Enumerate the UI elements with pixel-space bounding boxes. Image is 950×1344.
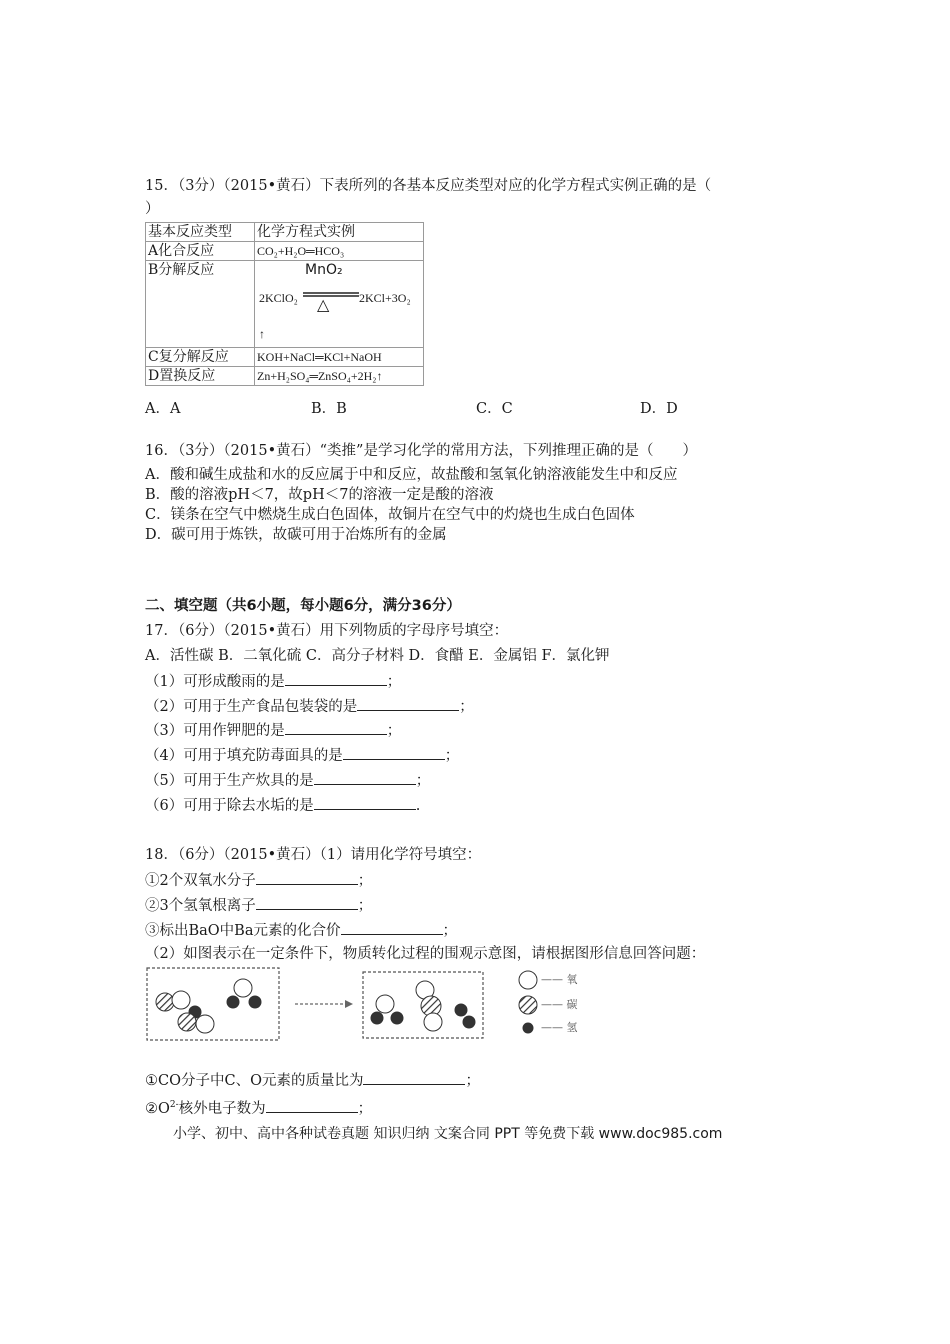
q16-option-d: D．碳可用于炼铁，故碳可用于冶炼所有的金属 bbox=[145, 527, 447, 543]
answer-blank[interactable] bbox=[285, 671, 387, 686]
row-a-type: A化合反应 bbox=[146, 242, 255, 261]
hydrogen-atom-icon bbox=[249, 996, 261, 1008]
table-row bbox=[146, 367, 424, 386]
q18-part2: （2）如图表示在一定条件下，物质转化过程的围观示意图，请根据图形信息回答问题： bbox=[145, 946, 706, 962]
row-b-type: B分解反应 bbox=[146, 261, 255, 348]
table-header-type: 基本反应类型 bbox=[146, 223, 255, 242]
eq-right: 2KCl+3O₂ bbox=[359, 291, 411, 305]
oxygen-atom-icon bbox=[424, 1013, 442, 1031]
ion-charge: 2- bbox=[169, 1100, 179, 1110]
legend-carbon-icon bbox=[519, 996, 537, 1014]
table-header-row bbox=[146, 223, 424, 242]
legend-oxygen-icon bbox=[519, 971, 537, 989]
carbon-atom-icon bbox=[156, 993, 174, 1011]
eq-tail: ↑ bbox=[259, 327, 265, 341]
answer-blank[interactable] bbox=[357, 696, 459, 711]
answer-blank[interactable] bbox=[341, 920, 443, 935]
heat-condition: △ bbox=[317, 297, 330, 314]
item-end: ； bbox=[465, 1073, 480, 1089]
q18-item-2 bbox=[145, 895, 372, 916]
item-end: ； bbox=[459, 699, 474, 715]
q17-item-2 bbox=[145, 696, 474, 717]
answer-blank[interactable] bbox=[266, 1098, 358, 1113]
item-text: ②3个氢氧根离子 bbox=[145, 898, 256, 914]
row-d-type: D置换反应 bbox=[146, 367, 255, 386]
section-title: 二、填空题（共6小题，每小题6分，满分36分） bbox=[145, 598, 461, 614]
q17-choices: A．活性碳 B．二氧化硫 C．高分子材料 D．食醋 E．金属铝 F．氯化钾 bbox=[145, 648, 610, 664]
molecule-diagram bbox=[145, 966, 605, 1044]
legend-hydrogen-icon bbox=[523, 1023, 533, 1033]
item-end: ； bbox=[444, 748, 460, 764]
q18-sub-1 bbox=[145, 1070, 480, 1091]
item-text: （3）可用作钾肥的是 bbox=[145, 723, 285, 739]
table-row bbox=[146, 348, 424, 367]
hydrogen-atom-icon bbox=[391, 1012, 403, 1024]
item-end: ； bbox=[386, 723, 402, 739]
q18-stem: 18．（6分）（2015•黄石）（1）请用化学符号填空： bbox=[145, 847, 482, 863]
item-end: ； bbox=[386, 674, 402, 690]
equals-arrow-icon bbox=[303, 283, 359, 313]
reaction-table bbox=[145, 222, 424, 386]
item-text: （4）可用于填充防毒面具的是 bbox=[145, 748, 343, 764]
answer-blank[interactable] bbox=[314, 770, 416, 785]
item-end: ； bbox=[357, 898, 373, 914]
row-c-eq: KOH+NaCl═KCl+NaOH bbox=[255, 348, 424, 367]
oxygen-atom-icon bbox=[234, 979, 252, 997]
q16-option-b: B．酸的溶液pH＜7，故pH＜7的溶液一定是酸的溶液 bbox=[145, 487, 494, 503]
item-end: . bbox=[415, 798, 421, 814]
oxygen-atom-icon bbox=[196, 1015, 214, 1033]
q15-option-a: A．A bbox=[145, 401, 181, 417]
q17-item-5 bbox=[145, 770, 430, 791]
item-text: （5）可用于生产炊具的是 bbox=[145, 773, 314, 789]
answer-blank[interactable] bbox=[256, 870, 358, 885]
table-row bbox=[146, 242, 424, 261]
q15-stem-end: ） bbox=[145, 201, 160, 217]
hydrogen-atom-icon bbox=[463, 1016, 475, 1028]
item-text: （1）可形成酸雨的是 bbox=[145, 674, 285, 690]
table-row bbox=[146, 261, 424, 348]
oxygen-atom-icon bbox=[172, 991, 190, 1009]
eq-left: 2KClO₂ bbox=[259, 291, 298, 305]
item-end: ； bbox=[442, 923, 457, 939]
item-end: ； bbox=[415, 773, 431, 789]
legend-oxygen-label: —— 氧 bbox=[541, 973, 578, 986]
answer-blank[interactable] bbox=[314, 795, 416, 810]
footer-text: 小学、初中、高中各种试卷真题 知识归纳 文案合同 PPT 等免费下载 www.doc985.com bbox=[173, 1126, 723, 1142]
q15-option-d: D．D bbox=[640, 401, 678, 417]
answer-blank[interactable] bbox=[285, 720, 387, 735]
item-text: ①CO分子中C、O元素的质量比为 bbox=[145, 1073, 364, 1089]
row-c-type: C复分解反应 bbox=[146, 348, 255, 367]
q16-option-a: A．酸和碱生成盐和水的反应属于中和反应，故盐酸和氢氧化钠溶液能发生中和反应 bbox=[145, 467, 678, 483]
q16-stem: 16．（3分）（2015•黄石）“类推”是学习化学的常用方法，下列推理正确的是（ ） bbox=[145, 443, 697, 459]
carbon-atom-icon bbox=[178, 1013, 196, 1031]
item-text: 核外电子数为 bbox=[178, 1100, 266, 1117]
answer-blank[interactable] bbox=[363, 1070, 465, 1085]
item-text: ③标出BaO中Ba元素的化合价 bbox=[145, 923, 341, 939]
ion-symbol: ②O bbox=[145, 1100, 170, 1117]
hydrogen-atom-icon bbox=[227, 996, 239, 1008]
legend-hydrogen-label: —— 氢 bbox=[541, 1021, 578, 1034]
q17-item-1 bbox=[145, 671, 401, 692]
q17-item-6 bbox=[145, 795, 420, 816]
catalyst-label: MnO₂ bbox=[305, 262, 343, 278]
q16-option-c: C．镁条在空气中燃烧生成白色固体，故铜片在空气中的灼烧也生成白色固体 bbox=[145, 507, 635, 523]
item-end: ； bbox=[357, 1100, 373, 1117]
item-text: （2）可用于生产食品包装袋的是 bbox=[145, 699, 358, 715]
row-a-eq: CO₂+H₂O═HCO₃ bbox=[255, 242, 424, 261]
table-header-eq: 化学方程式实例 bbox=[255, 223, 424, 242]
row-d-eq: Zn+H₂SO₄═ZnSO₄+2H₂↑ bbox=[255, 367, 424, 386]
answer-blank[interactable] bbox=[343, 745, 445, 760]
item-text: （6）可用于除去水垢的是 bbox=[145, 798, 314, 814]
row-b-eq bbox=[255, 261, 424, 348]
answer-blank[interactable] bbox=[256, 895, 358, 910]
q15-option-c: C．C bbox=[476, 401, 513, 417]
q17-item-3 bbox=[145, 720, 401, 741]
q15-option-b: B．B bbox=[311, 401, 347, 417]
arrow-head-icon bbox=[345, 1000, 353, 1008]
q18-item-1 bbox=[145, 870, 372, 891]
q17-item-4 bbox=[145, 745, 459, 766]
legend-carbon-label: —— 碳 bbox=[541, 998, 578, 1011]
oxygen-atom-icon bbox=[376, 995, 394, 1013]
q18-sub-2 bbox=[145, 1095, 372, 1119]
item-text: ①2个双氧水分子 bbox=[145, 873, 256, 889]
item-end: ； bbox=[357, 873, 373, 889]
q17-stem: 17．（6分）（2015•黄石）用下列物质的字母序号填空： bbox=[145, 623, 509, 639]
q18-item-3 bbox=[145, 920, 457, 941]
hydrogen-atom-icon bbox=[455, 1004, 467, 1016]
hydrogen-atom-icon bbox=[371, 1012, 383, 1024]
q15-stem: 15．（3分）（2015•黄石）下表所列的各基本反应类型对应的化学方程式实例正确的是（ bbox=[145, 178, 712, 194]
